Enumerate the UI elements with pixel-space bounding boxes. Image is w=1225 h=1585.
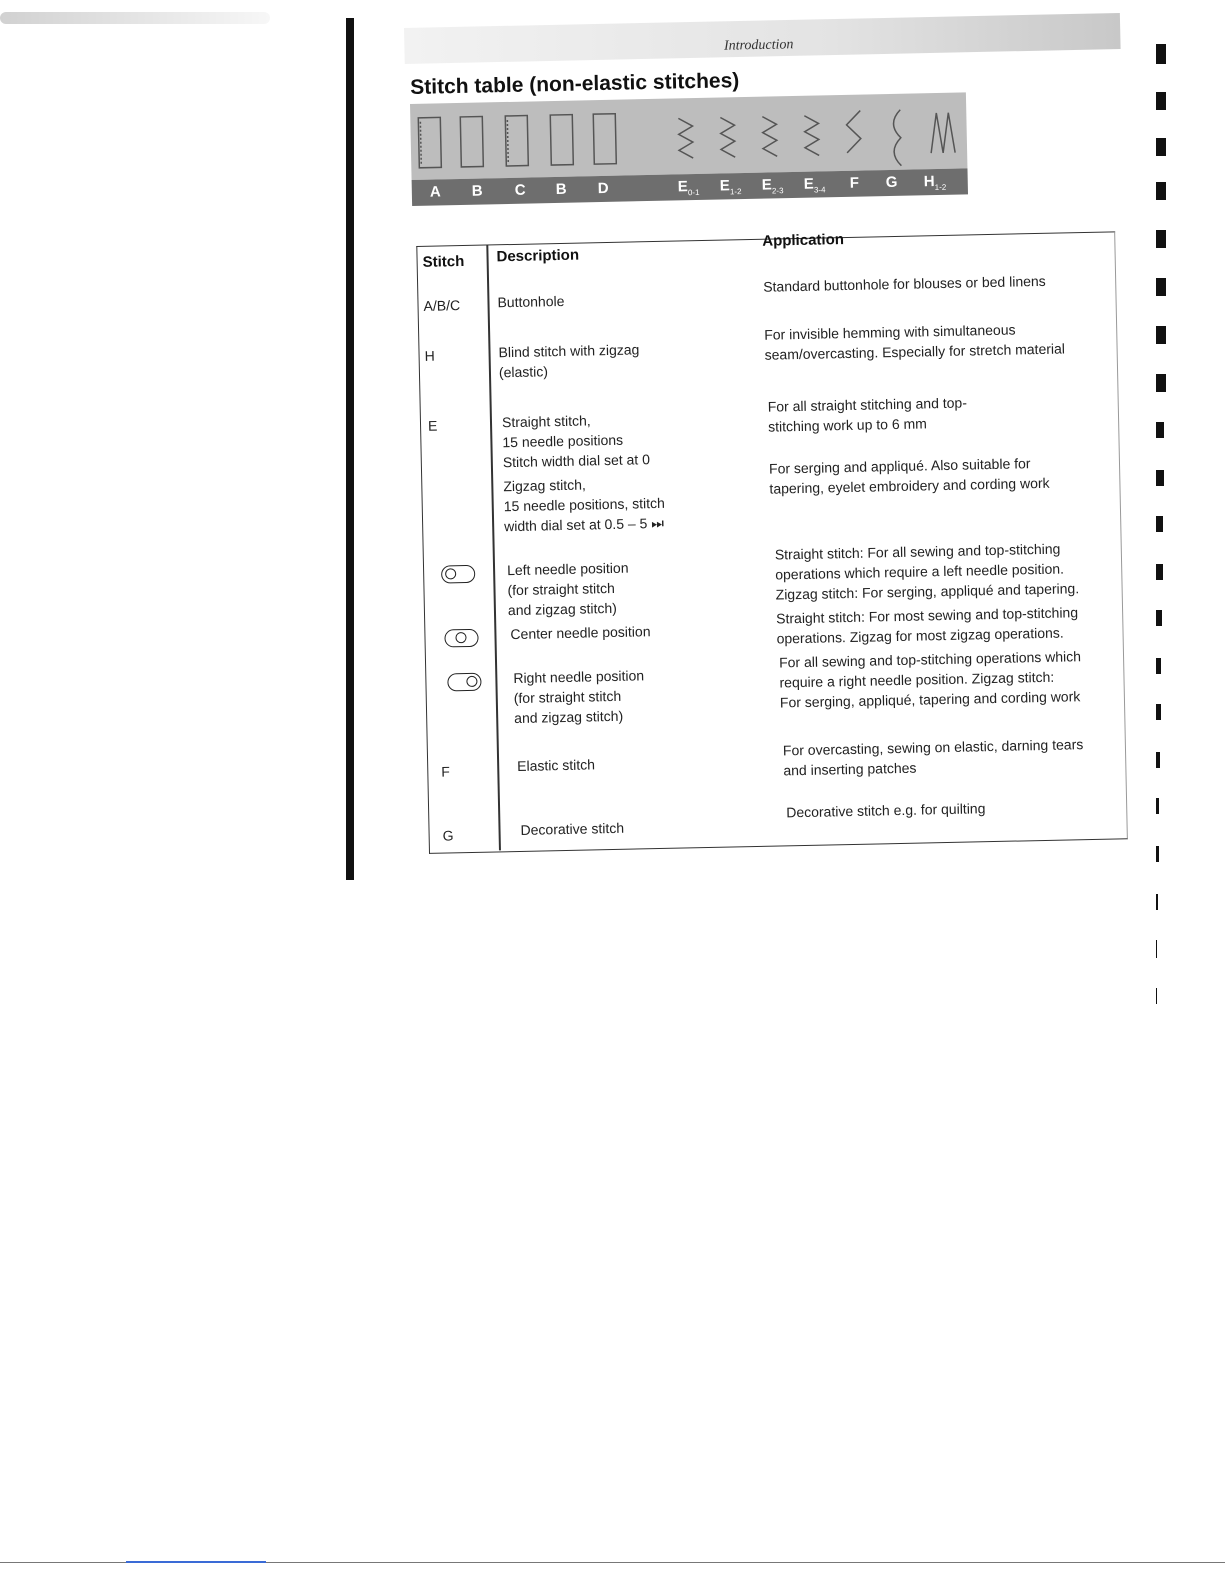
row-right-needle-desc: Right needle position (for straight stitch and zigzag stitch) xyxy=(513,667,645,727)
header-description: Description xyxy=(496,246,580,266)
row-h-desc: Blind stitch with zigzag (elastic) xyxy=(498,341,640,381)
row-g-stitch: G xyxy=(442,827,454,844)
row-left-needle-app: Straight stitch: For all sewing and top-stitching operations which require a left needle position. Zigzag stitch: For serging, appliqué and tapering. xyxy=(774,540,1080,603)
edge-tab xyxy=(1156,658,1161,674)
row-abc-desc: Buttonhole xyxy=(497,292,565,311)
row-h-app: For invisible hemming with simultaneous seam/overcasting. Especially for stretch material xyxy=(764,321,1066,363)
row-zigzag-desc: Zigzag stitch, 15 needle positions, stitch width dial set at 0.5 – 5 ⏭ xyxy=(503,476,666,535)
strip-label-f: F xyxy=(849,174,860,192)
stitch-table xyxy=(416,217,1129,852)
right-needle-icon xyxy=(447,673,481,692)
edge-tab xyxy=(1156,470,1164,486)
strip-label-d: D xyxy=(597,179,609,198)
row-e-app: For all straight stitching and top- stitching work up to 6 mm xyxy=(767,394,968,435)
row-zigzag-app: For serging and appliqué. Also suitable for tapering, eyelet embroidery and cording work xyxy=(768,455,1050,497)
row-right-needle-app: For all sewing and top-stitching operations which require a right needle position. Zigzag stitch: For serging, appliqué, tapering and cording work xyxy=(778,648,1082,711)
page-bottom-accent xyxy=(126,1561,266,1563)
row-e-desc: Straight stitch, 15 needle positions Stitch width dial set at 0 xyxy=(501,412,651,471)
strip-label-e1: $E_{0-1}$ xyxy=(677,178,700,198)
page-edge-tabs xyxy=(1148,30,1188,1010)
edge-tab xyxy=(1156,44,1166,64)
row-center-needle-app: Straight stitch: For most sewing and top-stitching operations. Zigzag for most zigzag operations. xyxy=(776,604,1079,647)
edge-tab xyxy=(1156,610,1162,626)
row-abc-app: Standard buttonhole for blouses or bed linens xyxy=(763,272,1046,295)
row-center-needle-desc: Center needle position xyxy=(510,623,651,643)
edge-tab xyxy=(1156,374,1166,392)
header-application: Application xyxy=(762,231,845,250)
page-title: Stitch table (non-elastic stitches) xyxy=(410,69,740,99)
strip-label-e4: $E_{3-4}$ xyxy=(803,175,826,195)
header-stitch: Stitch xyxy=(422,252,465,271)
stitch-illustrations xyxy=(410,92,967,180)
left-needle-icon xyxy=(441,565,475,584)
strip-label-g: G xyxy=(885,173,898,192)
edge-tab xyxy=(1156,92,1166,110)
strip-label-b2: B xyxy=(555,180,567,198)
stitch-pattern-strip xyxy=(410,92,968,206)
edge-tab xyxy=(1156,138,1166,156)
edge-tab xyxy=(1156,422,1164,438)
row-f-stitch: F xyxy=(441,763,451,780)
edge-tab xyxy=(1156,516,1163,532)
row-f-app: For overcasting, sewing on elastic, darning tears and inserting patches xyxy=(782,736,1084,779)
edge-tab xyxy=(1156,846,1159,862)
row-left-needle-desc: Left needle position (for straight stitch and zigzag stitch) xyxy=(506,559,629,619)
scan-smudge xyxy=(0,12,270,24)
binding-edge xyxy=(346,18,354,880)
strip-label-b: B xyxy=(471,182,483,200)
edge-tab xyxy=(1156,230,1166,248)
strip-label-a: A xyxy=(429,183,441,201)
edge-tab xyxy=(1156,752,1160,768)
strip-label-e3: $E_{2-3}$ xyxy=(761,176,784,196)
row-g-desc: Decorative stitch xyxy=(520,819,625,838)
strip-label-e2: $E_{1-2}$ xyxy=(719,177,742,197)
edge-tab xyxy=(1156,326,1166,344)
strip-label-c: C xyxy=(514,181,526,199)
row-f-desc: Elastic stitch xyxy=(517,756,596,774)
row-h-stitch: H xyxy=(424,347,435,364)
edge-tab xyxy=(1156,894,1158,910)
row-g-app: Decorative stitch e.g. for quilting xyxy=(786,800,986,821)
edge-tab xyxy=(1156,704,1161,720)
edge-tab xyxy=(1156,278,1166,296)
stitch-illustration-graphic xyxy=(410,92,967,180)
row-abc-stitch: A/B/C xyxy=(423,297,461,314)
row-e-stitch: E xyxy=(427,417,438,434)
center-needle-icon xyxy=(444,629,478,648)
edge-tab xyxy=(1156,798,1159,814)
edge-tab xyxy=(1156,988,1157,1004)
edge-tab xyxy=(1156,940,1157,958)
edge-tab xyxy=(1156,564,1163,580)
section-header: Introduction xyxy=(723,37,794,54)
strip-label-h: $H_{1-2}$ xyxy=(923,173,947,193)
edge-tab xyxy=(1156,182,1166,200)
